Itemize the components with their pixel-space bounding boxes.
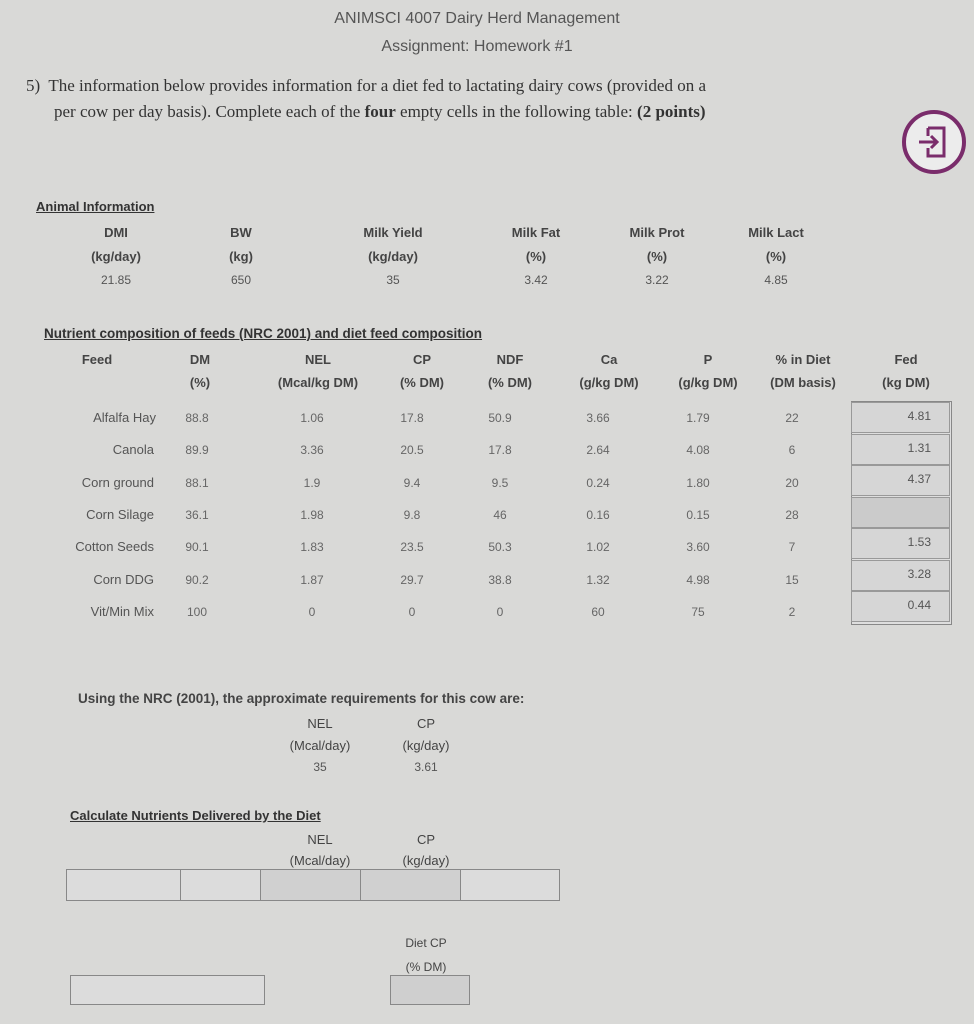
cell-nel: 1.06 [300,411,324,425]
delivered-cp-label: CP [416,832,436,847]
nutrient-header-unit: (%) [189,375,211,390]
requirements-title: Using the NRC (2001), the approximate requirements for this cow are: [78,691,525,706]
animal-col-label: DMI [104,225,128,240]
delivered-cp-input[interactable] [361,870,461,900]
cell-ca: 0.24 [586,475,610,490]
question-points: (2 points) [637,102,706,121]
cell-nel: 1.87 [300,572,324,587]
cell-cp: 9.4 [403,475,421,490]
cell-nel: 1.98 [300,507,324,522]
diet-cp-label: Diet CP [405,936,447,950]
cell-ca: 1.32 [586,572,610,587]
nutrient-header-label: DM [189,352,211,367]
nutrient-title: Nutrient composition of feeds (NRC 2001) and diet feed composition [44,326,483,341]
delivered-cell-1 [67,870,181,900]
delivered-cell-5 [461,870,559,900]
question-text-b2: empty cells in the following table: [395,102,638,121]
nutrient-header-label: CP [412,352,432,367]
feed-name: Vit/Min Mix [90,603,154,619]
diet-blank-cell [70,975,265,1005]
animal-col-label: Milk Fat [511,225,561,240]
animal-col-value: 35 [386,273,400,287]
cell-dm: 36.1 [185,507,209,522]
nutrient-header-unit: (kg DM) [882,375,930,390]
delivered-nel-unit: (Mcal/day) [289,853,351,868]
cell-pct: 7 [788,540,796,555]
question-number: 5) [26,76,41,95]
cell-ca: 0.16 [586,507,610,522]
delivered-title: Calculate Nutrients Delivered by the Diet [70,808,321,823]
question-text-b1: per cow per day basis). Complete each of the [54,102,365,121]
cell-ca: 60 [591,604,605,619]
cell-fed: 3.28 [851,560,950,591]
cell-nel: 1.9 [303,475,321,490]
animal-col-unit: (%) [525,249,547,264]
cell-p: 1.79 [686,411,710,425]
cell-ca: 1.02 [586,540,610,555]
cell-nel: 0 [308,604,316,619]
feed-name: Corn DDG [93,571,154,587]
cell-cp: 9.8 [403,507,421,522]
animal-col-label: Milk Prot [629,225,685,240]
cell-pct: 6 [788,443,796,458]
nutrient-header-label: NEL [305,352,331,367]
delivered-nel-input[interactable] [261,870,361,900]
cell-pct: 15 [785,572,799,587]
req-nel-unit: (Mcal/day) [289,738,351,753]
feed-name: Corn Silage [86,506,154,522]
animal-col-unit: (kg/day) [368,249,418,264]
animal-col-unit: (kg) [229,249,253,264]
nutrient-header-label: P [703,352,713,367]
cell-fed: 4.37 [851,465,950,496]
feed-name: Corn ground [81,474,154,490]
animal-col-value: 650 [230,273,252,287]
feed-name: Alfalfa Hay [93,410,156,425]
cell-pct: 22 [785,411,799,425]
cell-dm: 100 [186,604,208,619]
animal-col-label: Milk Lact [748,225,804,240]
cell-ndf: 50.3 [488,540,512,555]
fed-empty-input[interactable] [851,497,950,528]
cell-cp: 17.8 [400,411,424,425]
animal-col-label: Milk Yield [363,225,423,240]
nutrient-header-unit: (DM basis) [770,375,836,390]
cell-p: 0.15 [686,507,710,522]
cell-ndf: 0 [496,604,504,619]
cell-fed: 1.53 [851,528,950,559]
question-text-a: The information below provides information for a diet fed to lactating dairy cows (provided on a [48,76,706,95]
animal-col-value: 3.42 [524,273,548,287]
diet-cp-input[interactable] [390,975,470,1005]
animal-col-unit: (%) [646,249,668,264]
cell-p: 4.08 [686,443,710,458]
cell-ca: 3.66 [586,411,610,425]
cell-pct: 20 [785,475,799,490]
cell-fed: 4.81 [851,402,950,433]
delivered-cp-unit: (kg/day) [402,853,450,868]
cell-ndf: 17.8 [488,443,512,458]
animal-col-value: 4.85 [764,273,788,287]
req-cp-label: CP [416,716,436,731]
cell-dm: 89.9 [185,443,209,458]
question-emphasis: four [364,102,396,121]
cell-ndf: 38.8 [488,572,512,587]
nutrient-header-unit: (g/kg DM) [678,375,738,390]
animal-col-value: 3.22 [645,273,669,287]
req-cp-value: 3.61 [414,760,438,774]
cell-p: 1.80 [686,475,710,490]
nutrient-header-label: Feed [81,352,113,367]
question-line-2 [54,102,706,122]
animal-col-unit: (kg/day) [91,249,141,264]
nutrient-header-unit: (Mcal/kg DM) [277,375,359,390]
cell-fed: 1.31 [851,434,950,465]
document-arrow-icon[interactable] [902,110,966,174]
req-cp-unit: (kg/day) [402,738,450,753]
nutrient-header-label: % in Diet [775,352,831,367]
cell-p: 4.98 [686,572,710,587]
animal-col-label: BW [230,225,252,240]
cell-cp: 0 [408,604,416,619]
nutrient-header-label: Ca [600,352,618,367]
cell-pct: 2 [788,604,796,619]
animal-col-value: 21.85 [100,273,132,287]
cell-dm: 90.1 [185,540,209,555]
diet-cp-unit: (% DM) [405,960,447,974]
feed-name: Canola [112,442,154,458]
cell-ndf: 50.9 [488,411,512,425]
cell-cp: 20.5 [400,443,424,458]
cell-cp: 29.7 [400,572,424,587]
nutrient-header-unit: (% DM) [399,375,445,390]
delivered-nel-label: NEL [307,832,333,847]
cell-pct: 28 [785,507,799,522]
nutrient-header-unit: (g/kg DM) [579,375,639,390]
cell-dm: 90.2 [185,572,209,587]
req-nel-label: NEL [307,716,333,731]
req-nel-value: 35 [313,760,327,774]
cell-p: 75 [691,604,705,619]
cell-cp: 23.5 [400,540,424,555]
cell-ca: 2.64 [586,443,610,458]
delivered-input-row [66,869,560,901]
course-title: ANIMSCI 4007 Dairy Herd Management [334,10,620,27]
cell-ndf: 9.5 [491,475,509,490]
cell-ndf: 46 [493,507,507,522]
cell-nel: 1.83 [300,540,324,555]
feed-name: Cotton Seeds [75,539,154,555]
cell-dm: 88.1 [185,475,209,490]
cell-p: 3.60 [686,540,710,555]
nutrient-header-unit: (% DM) [487,375,533,390]
cell-fed: 0.44 [851,591,950,622]
animal-info-title: Animal Information [36,199,155,214]
cell-nel: 3.36 [300,443,324,458]
nutrient-header-label: Fed [894,352,918,367]
delivered-cell-2 [181,870,261,900]
nutrient-header-label: NDF [496,352,524,367]
question-line-1 [26,76,706,96]
assignment-title: Assignment: Homework #1 [381,38,573,55]
cell-dm: 88.8 [185,411,209,425]
animal-col-unit: (%) [765,249,787,264]
